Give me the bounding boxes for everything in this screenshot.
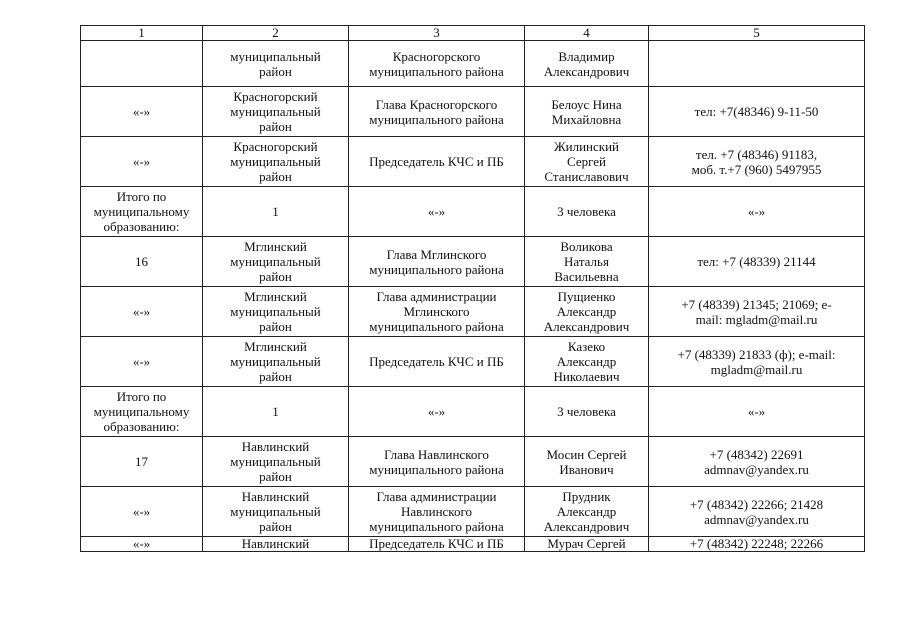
cell-text-line: Красногорского	[392, 48, 481, 64]
column-number-5: 5	[649, 26, 865, 41]
cell-text-line: моб. т.+7 (960) 5497955	[691, 161, 822, 177]
cell-text-line: «-»	[132, 304, 151, 319]
cell-text-line: +7 (48342) 22248; 22266	[689, 536, 824, 551]
cell-text-line: муниципальный	[230, 254, 321, 269]
cell-text-line: муниципальный	[230, 354, 321, 369]
municipality-cell	[203, 187, 349, 237]
cell-text-line: Навлинского	[401, 504, 472, 519]
row-number-cell	[81, 41, 203, 87]
cell-text-line: «-»	[427, 204, 446, 219]
cell-text-line: +7 (48342) 22691	[709, 446, 804, 462]
cell-text-line: район	[259, 169, 292, 184]
municipality-cell	[203, 87, 349, 137]
row-number-cell	[81, 487, 203, 537]
cell-text-line: Мосин Сергей	[546, 446, 627, 462]
column-number-4: 4	[525, 26, 649, 41]
cell-text-line: «-»	[132, 536, 151, 551]
position-cell	[349, 137, 525, 187]
cell-text-line: Жилинский	[553, 139, 619, 154]
cell-text-line: муниципальный	[230, 454, 321, 469]
cell-text-line: Владимир	[558, 48, 615, 64]
cell-text-line: admnav@yandex.ru	[704, 461, 809, 477]
cell-text-line: Воликова	[560, 239, 613, 254]
position-cell	[349, 487, 525, 537]
cell-text-line: 1	[272, 404, 279, 419]
cell-text-line: муниципального района	[369, 111, 504, 127]
cell-text-line: Красногорский	[233, 89, 318, 104]
cell-text-line: муниципального района	[369, 461, 504, 477]
position-cell	[349, 237, 525, 287]
row-number-cell	[81, 237, 203, 287]
cell-text-line: «-»	[747, 204, 766, 219]
cell-text-line: 16	[135, 254, 148, 269]
cell-text-line: «-»	[132, 504, 151, 519]
position-cell	[349, 187, 525, 237]
column-number-2: 2	[203, 26, 349, 41]
cell-text-line: Прудник	[562, 489, 611, 504]
table-row	[81, 187, 865, 237]
contact-cell	[649, 437, 865, 487]
cell-text-line: Мглинского	[403, 304, 470, 319]
header-row	[81, 26, 865, 41]
cell-text-line: муниципального района	[369, 261, 504, 277]
cell-text-line: Итого по	[116, 189, 167, 204]
contacts-table	[80, 25, 865, 552]
contact-cell	[649, 237, 865, 287]
cell-text-line: Итого по	[116, 389, 167, 404]
table-body	[81, 26, 865, 552]
cell-text-line: admnav@yandex.ru	[704, 511, 809, 527]
position-cell	[349, 387, 525, 437]
cell-text-line: муниципальному	[93, 204, 190, 219]
name-cell	[525, 537, 649, 552]
position-cell	[349, 437, 525, 487]
name-cell	[525, 41, 649, 87]
cell-text-line: образованию:	[103, 419, 180, 434]
cell-text-line: Глава администрации	[376, 289, 497, 304]
cell-text-line: муниципальный	[230, 154, 321, 169]
name-cell	[525, 137, 649, 187]
cell-text-line: муниципальному	[93, 404, 190, 419]
cell-text-line: Наталья	[564, 254, 609, 269]
municipality-cell	[203, 337, 349, 387]
cell-text-line: +7 (48339) 21833 (ф); e-mail:	[677, 346, 836, 362]
position-cell	[349, 537, 525, 552]
cell-text-line: Председатель КЧС и ПБ	[369, 354, 504, 369]
cell-text-line: образованию:	[103, 219, 180, 234]
cell-text-line: муниципального района	[369, 63, 504, 79]
cell-text-line: Председатель КЧС и ПБ	[369, 154, 504, 169]
table-row	[81, 287, 865, 337]
row-number-cell	[81, 87, 203, 137]
cell-text-line: район	[259, 319, 292, 334]
contact-cell	[649, 537, 865, 552]
cell-text-line: район	[259, 119, 292, 134]
position-cell	[349, 87, 525, 137]
cell-text-line: Александр	[556, 304, 617, 319]
cell-text-line: Мглинский	[244, 289, 307, 304]
cell-text-line: Казеко	[567, 339, 606, 354]
cell-text-line: муниципальный	[230, 48, 321, 64]
row-number-cell	[81, 287, 203, 337]
cell-text-line: 1	[272, 204, 279, 219]
municipality-cell	[203, 387, 349, 437]
cell-text-line: 3 человека	[557, 404, 616, 419]
cell-text-line: Васильевна	[554, 269, 619, 284]
cell-text-line: Александр	[556, 504, 617, 519]
cell-text-line: Мурач Сергей	[547, 536, 626, 551]
cell-text-line: Глава Мглинского	[386, 246, 487, 262]
table-row	[81, 41, 865, 87]
position-cell	[349, 287, 525, 337]
cell-text-line: Мглинский	[244, 239, 307, 254]
cell-text-line: +7 (48339) 21345; 21069; e-	[681, 296, 832, 312]
cell-text-line: Глава Навлинского	[384, 446, 489, 462]
contact-cell	[649, 187, 865, 237]
table-row	[81, 437, 865, 487]
cell-text-line: район	[259, 519, 292, 534]
cell-text-line: район	[259, 469, 292, 484]
cell-text-line: Александрович	[543, 319, 630, 334]
municipality-cell	[203, 487, 349, 537]
cell-text-line: муниципальный	[230, 504, 321, 519]
table-row	[81, 337, 865, 387]
cell-text-line: «-»	[427, 404, 446, 419]
cell-text-line: Николаевич	[553, 369, 620, 384]
cell-text-line: Глава администрации	[376, 489, 497, 504]
column-number-3: 3	[349, 26, 525, 41]
contact-cell	[649, 387, 865, 437]
municipality-cell	[203, 41, 349, 87]
municipality-cell	[203, 237, 349, 287]
position-cell	[349, 337, 525, 387]
cell-text-line: Пущиенко	[557, 289, 616, 304]
cell-text-line: «-»	[132, 354, 151, 369]
municipality-cell	[203, 537, 349, 552]
name-cell	[525, 437, 649, 487]
cell-text-line: Навлинский	[241, 489, 310, 504]
cell-text-line: Александрович	[543, 519, 630, 534]
cell-text-line: 17	[135, 454, 148, 469]
row-number-cell	[81, 537, 203, 552]
table-row	[81, 87, 865, 137]
cell-text-line: Мглинский	[244, 339, 307, 354]
contact-cell	[649, 287, 865, 337]
row-number-cell	[81, 337, 203, 387]
cell-text-line: +7 (48342) 22266; 21428	[689, 496, 824, 512]
row-number-cell	[81, 437, 203, 487]
cell-text-line: Красногорский	[233, 139, 318, 154]
table-row	[81, 537, 865, 552]
municipality-cell	[203, 137, 349, 187]
cell-text-line: mgladm@mail.ru	[710, 361, 803, 377]
cell-text-line: тел: +7(48346) 9-11-50	[694, 104, 819, 119]
table-row	[81, 487, 865, 537]
contact-cell	[649, 87, 865, 137]
municipality-cell	[203, 437, 349, 487]
table-row	[81, 137, 865, 187]
cell-text-line: тел. +7 (48346) 91183,	[695, 146, 818, 162]
position-cell	[349, 41, 525, 87]
cell-text-line: Глава Красногорского	[375, 96, 498, 112]
cell-text-line: район	[259, 369, 292, 384]
contact-cell	[649, 41, 865, 87]
contact-cell	[649, 487, 865, 537]
cell-text-line: район	[259, 269, 292, 284]
cell-text-line: Председатель КЧС и ПБ	[369, 536, 504, 551]
cell-text-line: mail: mgladm@mail.ru	[695, 311, 818, 327]
name-cell	[525, 487, 649, 537]
row-number-cell	[81, 387, 203, 437]
name-cell	[525, 287, 649, 337]
name-cell	[525, 387, 649, 437]
row-number-cell	[81, 137, 203, 187]
cell-text-line: «-»	[747, 404, 766, 419]
municipality-cell	[203, 287, 349, 337]
cell-text-line: муниципальный	[230, 304, 321, 319]
cell-text-line: муниципальный	[230, 104, 321, 119]
cell-text-line: Навлинский	[241, 536, 310, 551]
cell-text-line: Александр	[556, 354, 617, 369]
cell-text-line: муниципального района	[369, 319, 504, 334]
cell-text-line: Михайловна	[551, 111, 622, 127]
table-row	[81, 237, 865, 287]
cell-text-line: 3 человека	[557, 204, 616, 219]
name-cell	[525, 87, 649, 137]
name-cell	[525, 337, 649, 387]
cell-text-line: Иванович	[559, 461, 614, 477]
name-cell	[525, 237, 649, 287]
cell-text-line: Белоус Нина	[551, 96, 622, 112]
column-number-1: 1	[81, 26, 203, 41]
cell-text-line: «-»	[132, 154, 151, 169]
cell-text-line: Навлинский	[241, 439, 310, 454]
contact-cell	[649, 137, 865, 187]
table-row	[81, 387, 865, 437]
cell-text-line: Станиславович	[544, 169, 629, 184]
contact-cell	[649, 337, 865, 387]
row-number-cell	[81, 187, 203, 237]
cell-text-line: «-»	[132, 104, 151, 119]
name-cell	[525, 187, 649, 237]
cell-text-line: тел: +7 (48339) 21144	[697, 254, 816, 269]
cell-text-line: район	[259, 63, 292, 79]
cell-text-line: Александрович	[543, 63, 630, 79]
cell-text-line: муниципального района	[369, 519, 504, 534]
cell-text-line: Сергей	[567, 154, 606, 169]
